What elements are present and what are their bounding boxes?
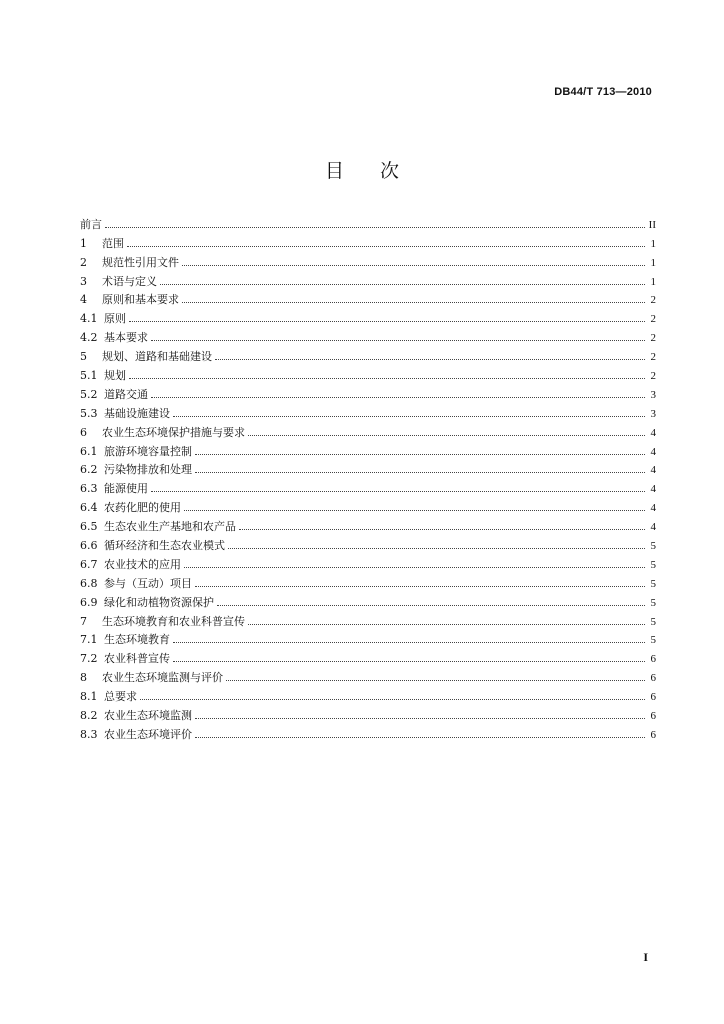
toc-dot-leader <box>173 660 645 662</box>
toc-entry[interactable] <box>80 401 656 420</box>
toc-title: 目次 <box>324 160 435 182</box>
toc-entry-number: 6.5 <box>80 520 98 534</box>
toc-dot-leader <box>129 377 645 379</box>
toc-entry-page: 2 <box>650 370 656 383</box>
toc-entry-number: 5.1 <box>80 369 98 383</box>
toc-entry[interactable] <box>80 703 656 722</box>
toc-dot-leader <box>151 339 645 341</box>
toc-dot-leader <box>195 471 645 473</box>
toc-dot-leader <box>248 434 645 436</box>
toc-entry[interactable] <box>80 458 656 477</box>
toc-entry[interactable] <box>80 269 656 288</box>
toc-entry-title: 原则和基本要求 <box>102 293 179 307</box>
toc-entry[interactable] <box>80 439 656 458</box>
toc-entry-number: 7.1 <box>80 633 98 647</box>
toc-entry-page: 4 <box>650 483 656 496</box>
toc-dot-leader <box>195 585 645 587</box>
toc-entry-page: 2 <box>650 332 656 345</box>
toc-entry-title: 参与（互动）项目 <box>104 576 192 590</box>
toc-entry-title: 农业生态环境评价 <box>104 727 192 741</box>
toc-entry-number: 5 <box>80 350 87 364</box>
toc-entry-page: 4 <box>650 445 656 458</box>
toc-entry-title: 范围 <box>102 236 124 250</box>
toc-entry[interactable] <box>80 552 656 571</box>
toc-entry-title: 旅游环境容量控制 <box>104 444 192 458</box>
toc-entry-number: 8 <box>80 671 87 685</box>
toc-entry[interactable] <box>80 514 656 533</box>
toc-entry-number: 4.1 <box>80 312 98 326</box>
toc-entry-number: 6.6 <box>80 539 98 553</box>
toc-entry[interactable] <box>80 363 656 382</box>
toc-entry-title: 规划 <box>104 369 126 383</box>
toc-entry-page: 6 <box>650 710 656 723</box>
toc-entry-number: 7 <box>80 614 87 628</box>
toc-entry-page: 5 <box>650 577 656 590</box>
toc-entry-number: 6.9 <box>80 595 98 609</box>
toc-entry-page: 5 <box>650 596 656 609</box>
toc-entry[interactable] <box>80 628 656 647</box>
toc-dot-leader <box>127 245 645 247</box>
toc-entry[interactable] <box>80 231 656 250</box>
toc-entry-title: 生态农业生产基地和农产品 <box>104 520 236 534</box>
toc-entry-page: 6 <box>650 728 656 741</box>
toc-entry-number: 8.2 <box>80 709 98 723</box>
toc-dot-leader <box>195 717 645 719</box>
toc-entry-page: 1 <box>650 275 656 288</box>
toc-dot-leader <box>151 490 645 492</box>
toc-entry-page: 2 <box>650 313 656 326</box>
toc-entry-page: 4 <box>650 464 656 477</box>
table-of-contents <box>80 212 656 741</box>
toc-entry-number: 6 <box>80 425 87 439</box>
toc-entry-number: 6.1 <box>80 444 98 458</box>
toc-entry[interactable] <box>80 382 656 401</box>
toc-entry-title: 总要求 <box>104 690 137 704</box>
toc-entry-number: 4 <box>80 293 87 307</box>
toc-entry-title: 农业生态环境监测与评价 <box>102 671 223 685</box>
toc-dot-leader <box>226 679 645 681</box>
toc-entry[interactable] <box>80 722 656 741</box>
toc-entry-number: 3 <box>80 274 87 288</box>
toc-dot-leader <box>239 528 645 530</box>
toc-entry-page: 2 <box>650 351 656 364</box>
toc-entry[interactable] <box>80 684 656 703</box>
toc-entry-page: 6 <box>650 672 656 685</box>
toc-entry-page: 1 <box>650 237 656 250</box>
toc-entry[interactable] <box>80 665 656 684</box>
toc-entry[interactable] <box>80 344 656 363</box>
toc-entry-number: 6.3 <box>80 482 98 496</box>
toc-entry-number: 6.2 <box>80 463 98 477</box>
toc-dot-leader <box>182 301 645 303</box>
toc-entry-page: 4 <box>650 502 656 515</box>
toc-entry[interactable] <box>80 646 656 665</box>
toc-entry-title: 术语与定义 <box>102 274 157 288</box>
toc-entry-number: 2 <box>80 255 87 269</box>
toc-entry-title: 基础设施建设 <box>104 406 170 420</box>
toc-entry-number: 8.3 <box>80 727 98 741</box>
toc-entry[interactable] <box>80 533 656 552</box>
toc-entry-title: 农业生态环境监测 <box>104 709 192 723</box>
toc-dot-leader <box>151 396 645 398</box>
toc-entry-page: 1 <box>650 256 656 269</box>
toc-entry-title: 农业科普宣传 <box>104 652 170 666</box>
toc-entry-title: 规划、道路和基础建设 <box>102 350 212 364</box>
toc-dot-leader <box>217 604 645 606</box>
toc-entry[interactable] <box>80 590 656 609</box>
toc-entry-title: 农业生态环境保护措施与要求 <box>102 425 245 439</box>
toc-entry-title: 农药化肥的使用 <box>104 501 181 515</box>
toc-entry-number: 7.2 <box>80 652 98 666</box>
toc-dot-leader <box>105 226 645 228</box>
toc-entry-page: 6 <box>650 691 656 704</box>
toc-entry[interactable] <box>80 288 656 307</box>
toc-entry-page: 5 <box>650 615 656 628</box>
toc-entry[interactable] <box>80 571 656 590</box>
toc-entry-page: 5 <box>650 558 656 571</box>
toc-entry-title: 污染物排放和处理 <box>104 463 192 477</box>
toc-entry-title: 前言 <box>80 217 102 231</box>
toc-dot-leader <box>129 320 645 322</box>
page-number: I <box>643 950 648 964</box>
toc-entry-number: 5.3 <box>80 406 98 420</box>
toc-entry-title: 绿化和动植物资源保护 <box>104 595 214 609</box>
toc-entry-title: 循环经济和生态农业模式 <box>104 539 225 553</box>
toc-entry-title: 生态环境教育和农业科普宣传 <box>102 614 245 628</box>
toc-entry-page: 3 <box>650 407 656 420</box>
toc-dot-leader <box>228 547 645 549</box>
toc-entry-page: 5 <box>650 540 656 553</box>
toc-dot-leader <box>195 453 645 455</box>
toc-dot-leader <box>248 623 645 625</box>
toc-dot-leader <box>173 641 645 643</box>
toc-entry-page: 4 <box>650 426 656 439</box>
toc-dot-leader <box>195 736 645 738</box>
toc-dot-leader <box>184 566 645 568</box>
toc-entry-title: 规范性引用文件 <box>102 255 179 269</box>
toc-entry-number: 6.7 <box>80 557 98 571</box>
toc-entry[interactable] <box>80 325 656 344</box>
toc-entry-number: 8.1 <box>80 690 98 704</box>
toc-entry-title: 道路交通 <box>104 387 148 401</box>
toc-entry-page: 2 <box>650 294 656 307</box>
toc-entry-number: 1 <box>80 236 87 250</box>
toc-dot-leader <box>140 698 645 700</box>
toc-entry[interactable] <box>80 306 656 325</box>
toc-entry-title: 原则 <box>104 312 126 326</box>
toc-dot-leader <box>160 283 645 285</box>
toc-dot-leader <box>215 358 645 360</box>
toc-entry[interactable] <box>80 420 656 439</box>
toc-entry[interactable] <box>80 212 656 231</box>
toc-entry-page: 5 <box>650 634 656 647</box>
toc-entry-page: 3 <box>650 388 656 401</box>
toc-entry-title: 农业技术的应用 <box>104 557 181 571</box>
standard-code: DB44/T 713—2010 <box>554 86 652 98</box>
toc-entry[interactable] <box>80 495 656 514</box>
toc-entry-number: 5.2 <box>80 387 98 401</box>
toc-entry[interactable] <box>80 250 656 269</box>
toc-dot-leader <box>173 415 645 417</box>
toc-entry-title: 基本要求 <box>104 331 148 345</box>
toc-entry-number: 4.2 <box>80 331 98 345</box>
toc-dot-leader <box>184 509 645 511</box>
toc-dot-leader <box>182 264 645 266</box>
toc-entry[interactable] <box>80 609 656 628</box>
toc-entry-page: 6 <box>650 653 656 666</box>
toc-entry-page: II <box>648 218 656 231</box>
toc-entry-title: 生态环境教育 <box>104 633 170 647</box>
toc-entry-number: 6.4 <box>80 501 98 515</box>
toc-entry-page: 4 <box>650 521 656 534</box>
toc-entry-title: 能源使用 <box>104 482 148 496</box>
toc-entry-number: 6.8 <box>80 576 98 590</box>
toc-entry[interactable] <box>80 476 656 495</box>
